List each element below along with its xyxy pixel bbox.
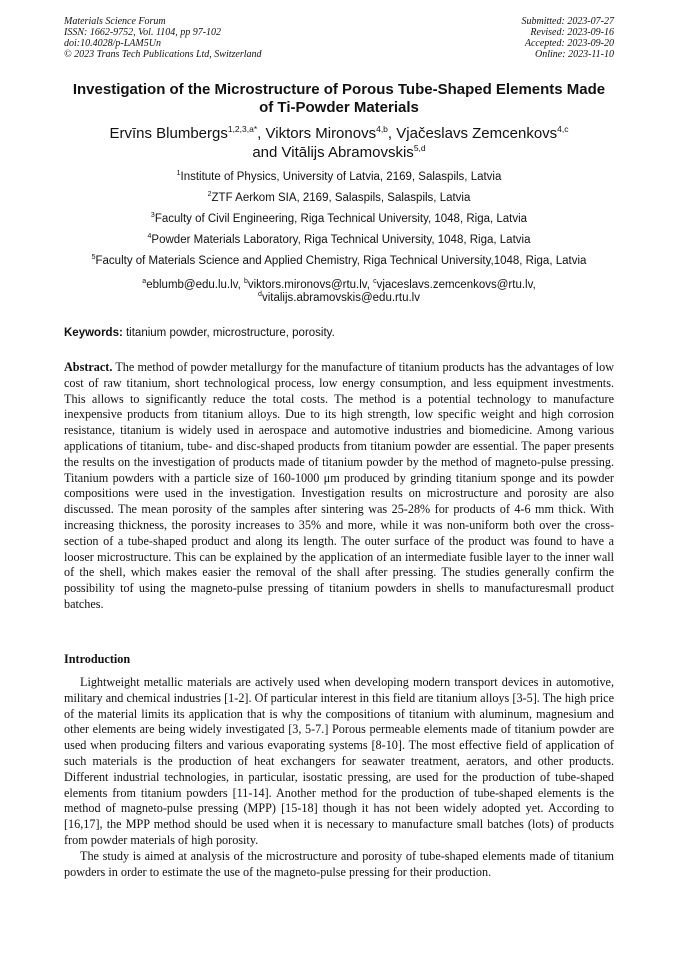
email — [373, 279, 536, 291]
email — [142, 279, 244, 291]
email — [244, 279, 373, 291]
accepted-date: Accepted: 2023-09-20 — [524, 38, 614, 49]
email-mark: b — [243, 278, 248, 285]
author-name: Vjačeslavs Zemcenkovs — [396, 125, 558, 142]
author-affiliation-mark: 5,d — [413, 143, 426, 153]
abstract — [64, 360, 614, 613]
issn-line: ISSN: 1662-9752, Vol. 1104, pp 97-102 — [64, 27, 222, 38]
journal-name: Materials Science Forum — [64, 16, 166, 27]
affiliation-number: 4 — [147, 233, 152, 240]
keywords-label: Keywords: — [64, 327, 123, 339]
affiliation-number: 2 — [207, 191, 212, 198]
author-list — [64, 124, 614, 162]
email-separator: , — [366, 279, 374, 291]
keywords-text: titanium powder, microstructure, porosity. — [122, 327, 335, 339]
author-name: and Vitālijs Abramovskis — [252, 144, 414, 161]
publication-dates — [522, 16, 615, 60]
author — [396, 125, 568, 142]
online-date: Online: 2023-11-10 — [535, 49, 614, 60]
doi-line: doi:10.4028/p-LAM5Un — [64, 38, 161, 49]
keywords — [64, 326, 614, 340]
journal-info — [64, 16, 262, 60]
author-separator: , — [257, 125, 266, 142]
affiliation — [50, 233, 628, 254]
email-address: vjaceslavs.zemcenkovs@rtu.lv — [376, 279, 533, 291]
affiliation — [50, 254, 628, 275]
affiliation-text: Faculty of Civil Engineering, Riga Technical University, 1048, Riga, Latvia — [154, 213, 528, 225]
section-heading-introduction: Introduction — [64, 652, 131, 666]
email-mark: c — [373, 278, 377, 285]
abstract-text: The method of powder metallurgy for the manufacture of titanium products has the advantages of low cost of raw titanium, short technological process, low energy consumption, and less equipment investments. This allows to significantly reduce the total costs. The method is a potential technology to manufacture inexpensive products from titanium alloys. Due to its high strength, low specific weight and high corrosion resistance, titanium is widely used in aerospace and automotive industries and biomedicine. Among various applications of titanium, tube- and disc-shaped products from titanium powder are essential. The paper presents the results on the investigation of products made of titanium powder by the method of magneto-pulse pressing. Titanium powders with a particle size of 160-1000 μm produced by grinding titanium sponge and its powder compositions were used in the investigation. Investigation results on microstructure and porosity are also discussed. The mean porosity of the samples after sintering was 25-28% for products of 4-6 mm thick. With increasing thickness, the porosity increases to 35% and more, while it was non-uniform both over the cross-section of a tube-shaped product and along its length. The outer surface of the product was found to have a looser microstructure. This can be explained by the application of an intermediate fusible layer to the inner wall of the shell, which makes easier the removal of the shall after pressing. The studies generally confirm the possibility tof using the magneto-pulse pressing of titanium powders in shells to manufacturesmall product batches. — [64, 360, 614, 611]
email-list — [50, 279, 628, 305]
email-address: viktors.mironovs@rtu.lv — [247, 279, 367, 291]
submitted-date: Submitted: 2023-07-27 — [521, 16, 614, 27]
affiliation — [50, 191, 628, 212]
affiliation-number: 3 — [150, 212, 155, 219]
paragraph: Lightweight metallic materials are actively used when developing modern transport devices in automotive, military and chemical industries [1-2]. Of particular interest in this field are titanium alloys [3-5]. The high price of the material limits its application that is why the compositions of titanium with aluminum, magnesium and other elements are being widely investigated [3, 5-7.] Porous permeable elements made of titanium powder are used when producing filters and various evaporating systems [8-10]. The most effective field of application of such materials is the production of heat exchangers for seawater treatment, aerators, and other products. Different industrial technologies, in particular, isostatic pressing, are used for the production of tube-shaped elements from titanium powders [11-14]. Another method for the production of tube-shaped elements is the method of magneto-pulse pressing (MPP) [15-18] though it has not been widely adopted yet. According to [16,17], the MPP method should be used when it is necessary to manufacture small batches (lots) of products from powder materials of high porosity. — [64, 675, 614, 847]
email-address: eblumb@edu.lu.lv — [146, 279, 238, 291]
author — [109, 125, 265, 142]
email-separator: , — [237, 279, 244, 291]
email-mark: d — [258, 291, 262, 298]
affiliation — [50, 170, 628, 191]
author-separator: , — [387, 125, 397, 142]
author-affiliation-mark: 4,b — [376, 124, 388, 134]
affiliation-number: 5 — [91, 254, 96, 261]
affiliation-number: 1 — [176, 170, 181, 177]
affiliation-list — [50, 170, 628, 305]
affiliation — [50, 212, 628, 233]
email-mark: a — [142, 278, 147, 285]
author-affiliation-mark: 4,c — [557, 124, 569, 134]
abstract-label: Abstract. — [64, 360, 113, 374]
revised-date: Revised: 2023-09-16 — [530, 27, 614, 38]
affiliation-text: Faculty of Materials Science and Applied Chemistry, Riga Technical University,1048, Riga, Latvia — [95, 255, 587, 267]
paragraph: The study is aimed at analysis of the microstructure and porosity of tube-shaped elements made of titanium powders in order to estimate the use of the magneto-pulse pressing for their production. — [64, 848, 614, 879]
author-name: Ervīns Blumbergs — [109, 125, 228, 142]
affiliation-text: Institute of Physics, University of Latvia, 2169, Salaspils, Latvia — [180, 171, 502, 183]
email — [258, 292, 420, 304]
affiliation-text: ZTF Aerkom SIA, 2169, Salaspils, Salaspils, Latvia — [211, 192, 471, 204]
author-affiliation-mark: 1,2,3,a* — [227, 124, 258, 134]
email-address: vitalijs.abramovskis@edu.rtu.lv — [261, 292, 420, 304]
affiliation-text: Powder Materials Laboratory, Riga Technical University, 1048, Riga, Latvia — [151, 234, 531, 246]
author — [252, 144, 425, 161]
author-name: Viktors Mironovs — [265, 125, 377, 142]
author — [266, 125, 397, 142]
introduction-body — [64, 675, 614, 880]
copyright-line: © 2023 Trans Tech Publications Ltd, Switzerland — [64, 49, 262, 60]
paper-title: Investigation of the Microstructure of Porous Tube-Shaped Elements Made of Ti-Powder Materials — [72, 81, 606, 116]
email-separator: , — [532, 279, 536, 291]
